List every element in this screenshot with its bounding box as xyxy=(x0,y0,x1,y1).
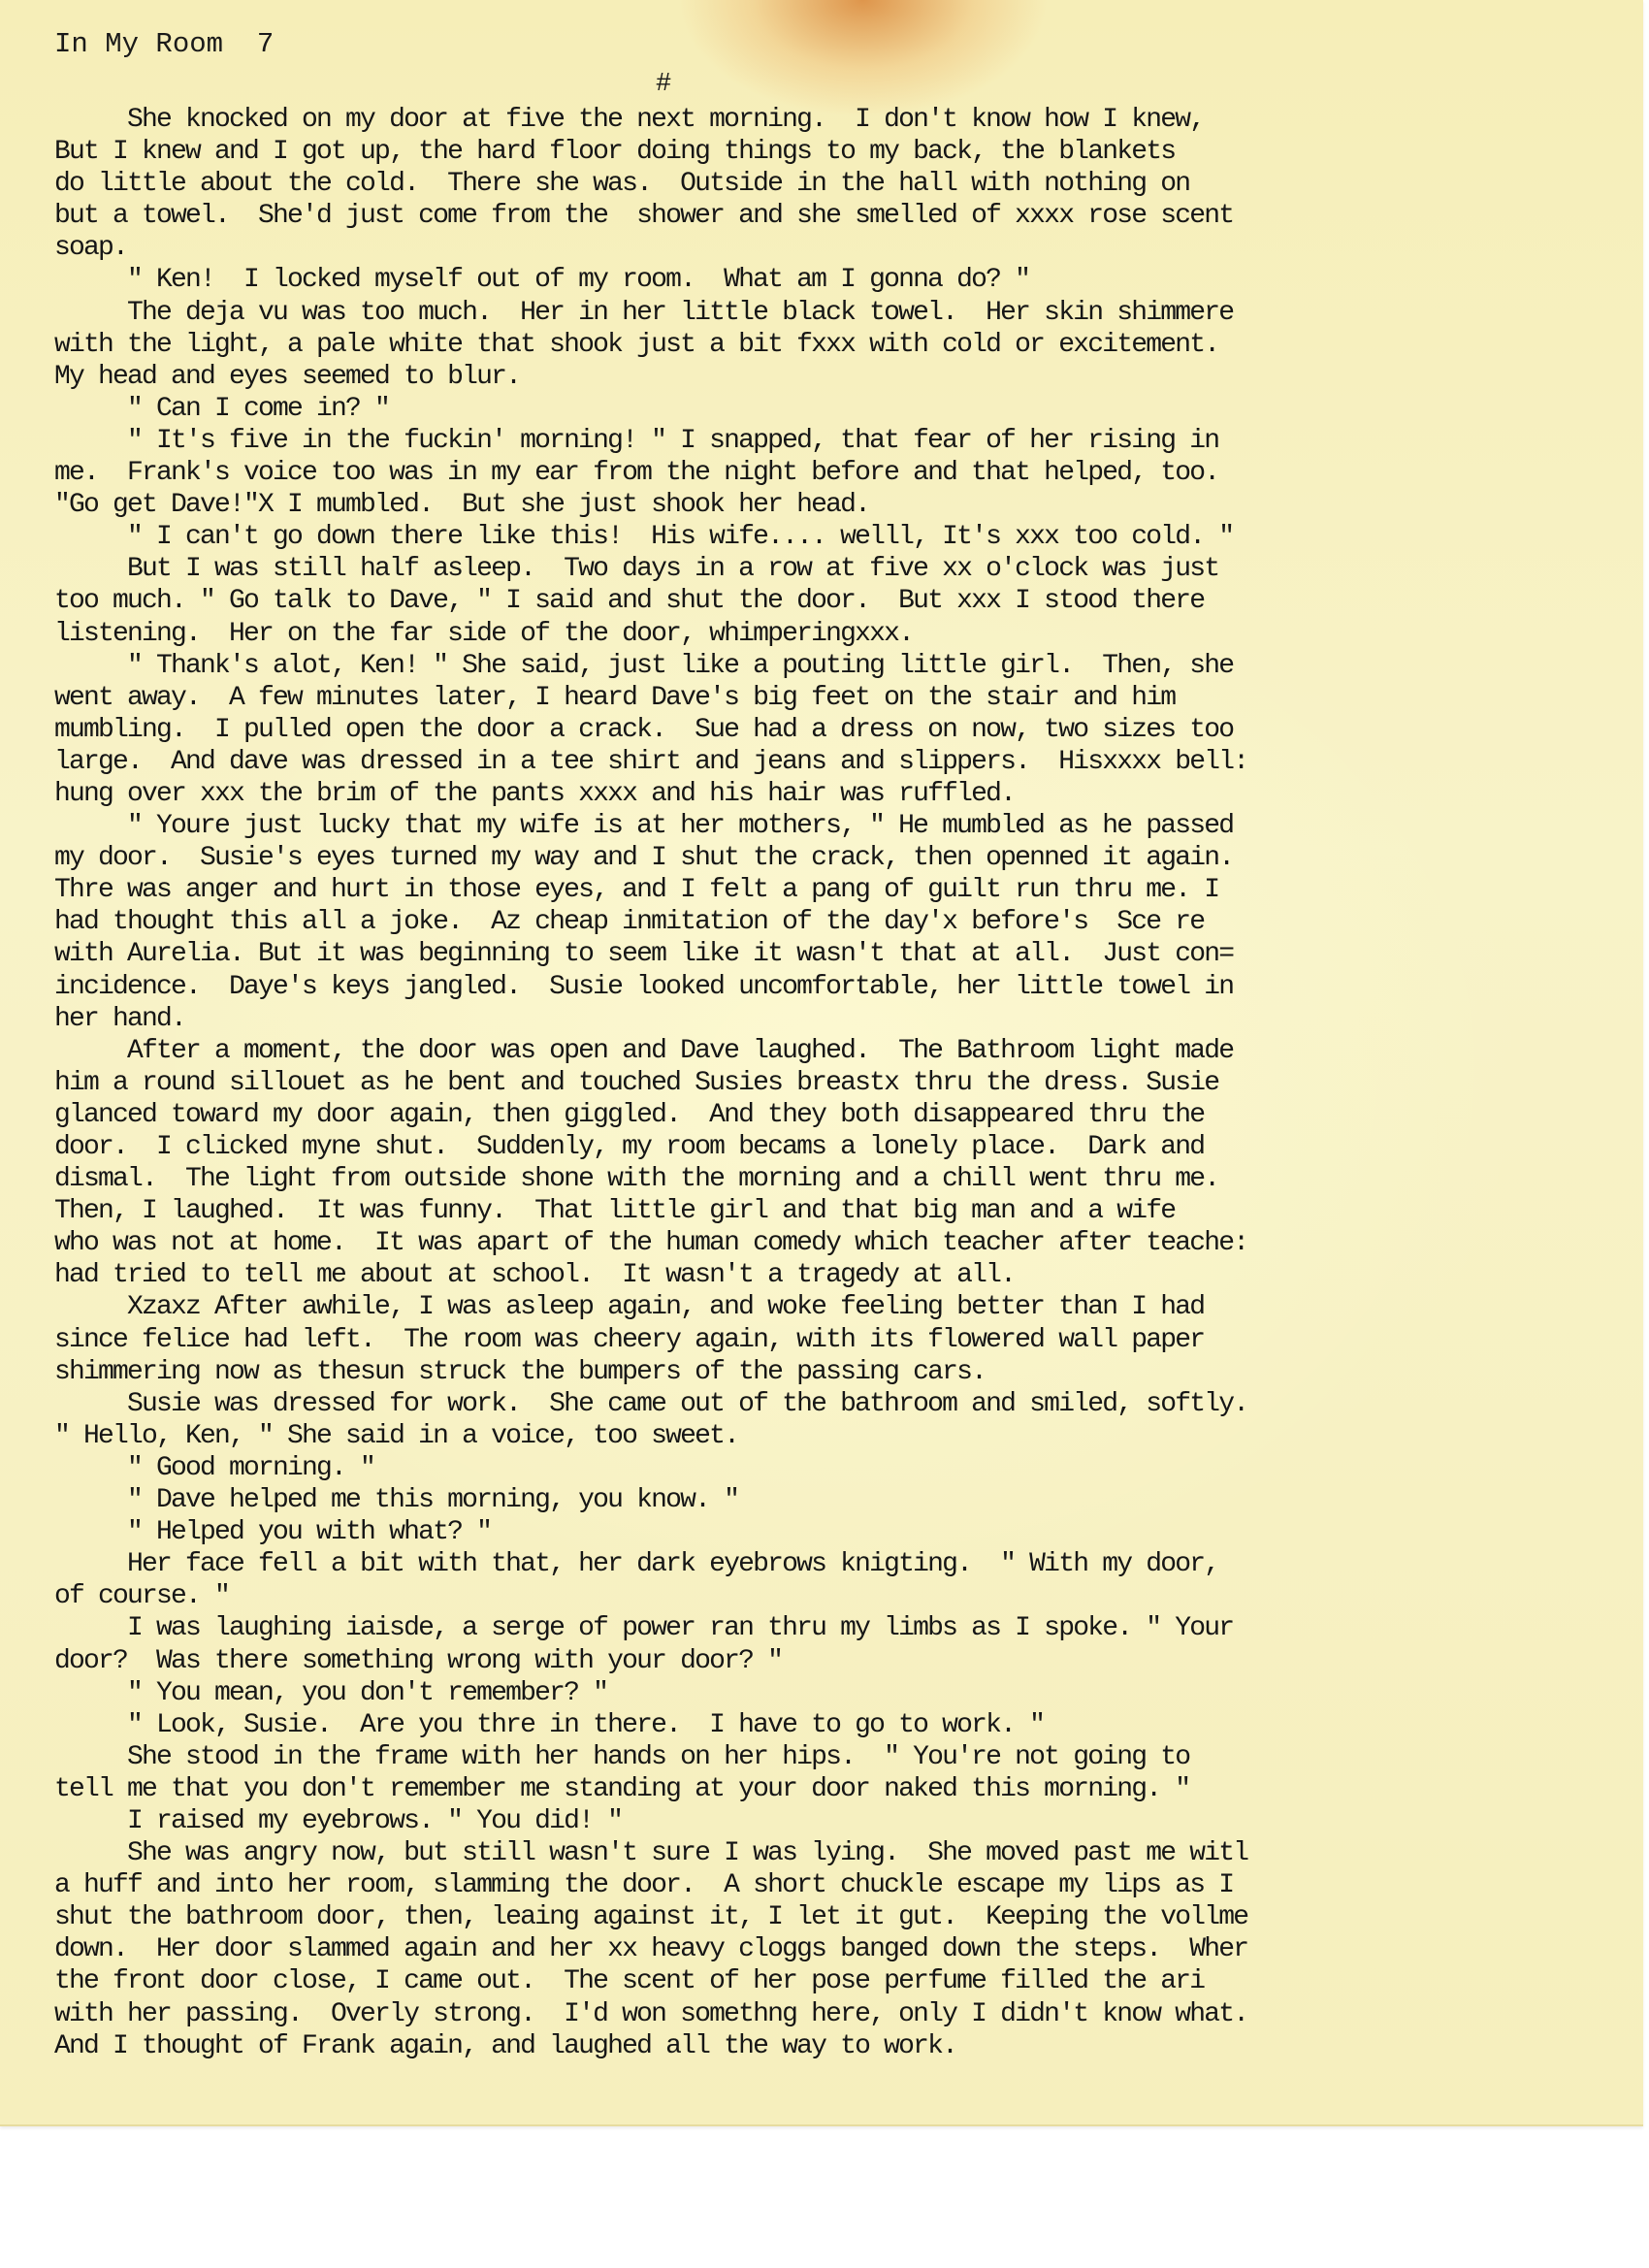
text-line: had tried to tell me about at school. It wasn't a tragedy at all. xyxy=(54,1260,1016,1291)
text-line: After a moment, the door was open and Dave laughed. The Bathroom light made xyxy=(54,1035,1234,1066)
text-line: with the light, a pale white that shook just a bit fxxx with cold or excitement. xyxy=(54,329,1219,360)
section-mark: # xyxy=(656,70,672,99)
text-line: Susie was dressed for work. She came out of the bathroom and smiled, softly. xyxy=(54,1388,1248,1419)
text-line: She stood in the frame with her hands on her hips. " You're not going to xyxy=(54,1741,1190,1772)
text-line: The deja vu was too much. Her in her little black towel. Her skin shimmere xyxy=(54,297,1234,328)
text-line: And I thought of Frank again, and laughed all the way to work. xyxy=(54,2030,957,2061)
text-line: " Thank's alot, Ken! " She said, just like a pouting little girl. Then, she xyxy=(54,650,1234,681)
text-line: Then, I laughed. It was funny. That little girl and that big man and a wife xyxy=(54,1196,1176,1227)
text-line: But I knew and I got up, the hard floor doing things to my back, the blankets xyxy=(54,137,1176,168)
text-line: my door. Susie's eyes turned my way and I shut the crack, then openned it again. xyxy=(54,843,1234,874)
text-line: shut the bathroom door, then, leaing against it, I let it gut. Keeping the vollme xyxy=(54,1902,1248,1933)
text-line: with her passing. Overly strong. I'd won somethng here, only I didn't know what. xyxy=(54,1998,1248,2029)
text-line: Xzaxz After awhile, I was asleep again, and woke feeling better than I had xyxy=(54,1292,1205,1323)
text-line: of course. " xyxy=(54,1581,230,1612)
text-line: " You mean, you don't remember? " xyxy=(54,1677,608,1708)
text-line: him a round sillouet as he bent and touched Susies breastx thru the dress. Susie xyxy=(54,1067,1219,1098)
text-line: had thought this all a joke. Az cheap inmitation of the day'x before's Sce re xyxy=(54,907,1205,938)
text-line: door. I clicked myne shut. Suddenly, my room becams a lonely place. Dark and xyxy=(54,1132,1205,1162)
text-line: " It's five in the fuckin' morning! " I snapped, that fear of her rising in xyxy=(54,425,1219,456)
text-line: " Hello, Ken, " She said in a voice, too sweet. xyxy=(54,1420,739,1451)
text-line: She knocked on my door at five the next morning. I don't know how I knew, xyxy=(54,105,1205,135)
text-line: who was not at home. It was apart of the human comedy which teacher after teache: xyxy=(54,1228,1248,1259)
text-line: She was angry now, but still wasn't sure I was lying. She moved past me witl xyxy=(54,1838,1248,1869)
text-line: but a towel. She'd just come from the shower and she smelled of xxxx rose scent xyxy=(54,201,1234,232)
text-line: mumbling. I pulled open the door a crack. Sue had a dress on now, two sizes too xyxy=(54,714,1234,745)
text-line: shimmering now as thesun struck the bumpers of the passing cars. xyxy=(54,1356,986,1387)
text-line: Her face fell a bit with that, her dark eyebrows knigting. " With my door, xyxy=(54,1549,1219,1580)
text-line: tell me that you don't remember me standing at your door naked this morning. " xyxy=(54,1773,1190,1804)
text-line: went away. A few minutes later, I heard Dave's big feet on the stair and him xyxy=(54,682,1176,713)
text-line: with Aurelia. But it was beginning to seem like it wasn't that at all. Just con= xyxy=(54,939,1234,970)
text-line: me. Frank's voice too was in my ear from the night before and that helped, too. xyxy=(54,458,1219,489)
page-header xyxy=(54,27,274,62)
text-line: do little about the cold. There she was. Outside in the hall with nothing on xyxy=(54,169,1190,200)
text-line: glanced toward my door again, then giggled. And they both disappeared thru the xyxy=(54,1099,1205,1130)
text-line: " Youre just lucky that my wife is at her mothers, " He mumbled as he passed xyxy=(54,811,1234,842)
page-number: 7 xyxy=(256,28,275,60)
text-line: dismal. The light from outside shone with the morning and a chill went thru me. xyxy=(54,1164,1219,1195)
text-line: a huff and into her room, slamming the door. A short chuckle escape my lips as I xyxy=(54,1870,1234,1901)
text-line: I raised my eyebrows. " You did! " xyxy=(54,1805,623,1836)
text-line: large. And dave was dressed in a tee shirt and jeans and slippers. Hisxxxx bell: xyxy=(54,746,1248,777)
text-line: I was laughing iaisde, a serge of power ran thru my limbs as I spoke. " Your xyxy=(54,1613,1234,1644)
text-line: " Dave helped me this morning, you know. " xyxy=(54,1485,739,1516)
text-line: her hand. xyxy=(54,1003,186,1034)
text-line: the front door close, I came out. The scent of her pose perfume filled the ari xyxy=(54,1966,1205,1997)
text-line: hung over xxx the brim of the pants xxxx and his hair was ruffled. xyxy=(54,778,1016,809)
text-line: " Good morning. " xyxy=(54,1452,375,1483)
text-line: " I can't go down there like this! His wife.... welll, It's xxx too cold. " xyxy=(54,522,1234,553)
text-line: " Can I come in? " xyxy=(54,393,390,424)
text-line: Thre was anger and hurt in those eyes, and I felt a pang of guilt run thru me. I xyxy=(54,875,1219,906)
text-line: too much. " Go talk to Dave, " I said and shut the door. But xxx I stood there xyxy=(54,586,1205,617)
text-line: down. Her door slammed again and her xx heavy cloggs banged down the steps. Wher xyxy=(54,1934,1248,1965)
text-line: incidence. Daye's keys jangled. Susie looked uncomfortable, her little towel in xyxy=(54,971,1234,1002)
text-line: " Helped you with what? " xyxy=(54,1517,492,1548)
text-line: " Look, Susie. Are you thre in there. I have to go to work. " xyxy=(54,1709,1045,1740)
text-line: "Go get Dave!"X I mumbled. But she just shook her head. xyxy=(54,490,870,521)
header-title: In My Room xyxy=(54,28,224,60)
text-line: door? Was there something wrong with your door? " xyxy=(54,1645,783,1676)
text-line: listening. Her on the far side of the door, whimperingxxx. xyxy=(54,618,914,649)
text-line: But I was still half asleep. Two days in a row at five xx o'clock was just xyxy=(54,554,1219,585)
story-text xyxy=(54,104,1645,2062)
text-line: soap. xyxy=(54,233,128,264)
text-line: " Ken! I locked myself out of my room. What am I gonna do? " xyxy=(54,265,1030,296)
text-line: My head and eyes seemed to blur. xyxy=(54,361,521,392)
text-line: since felice had left. The room was cheery again, with its flowered wall paper xyxy=(54,1324,1205,1355)
